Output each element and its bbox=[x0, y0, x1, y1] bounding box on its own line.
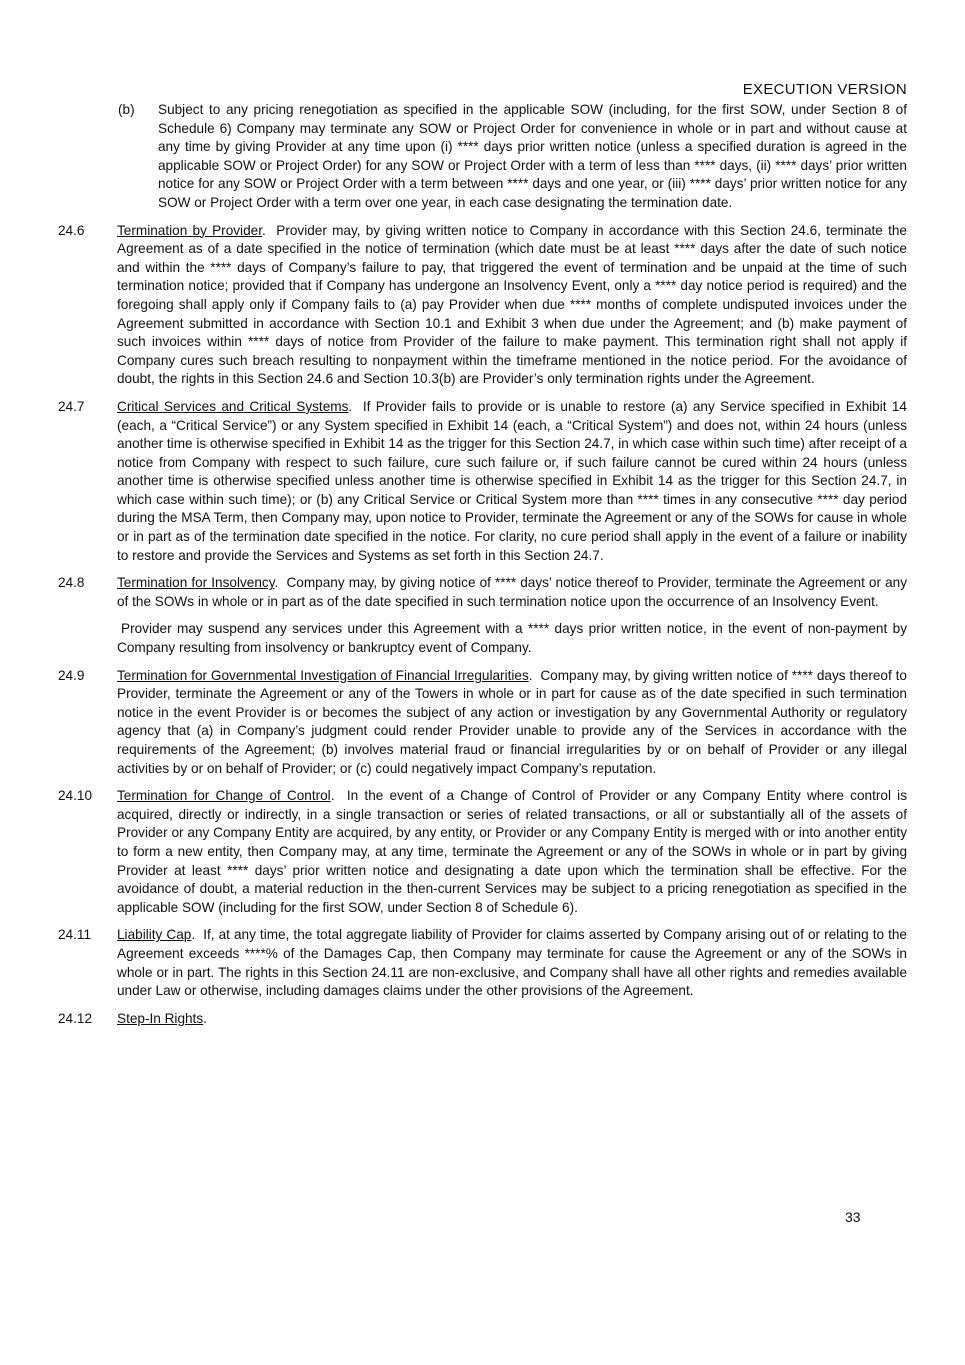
execution-version-header: EXECUTION VERSION bbox=[742, 81, 907, 98]
section-heading: Termination for Governmental Investigation of Financial Irregularities bbox=[117, 667, 529, 683]
section-number: 24.9 bbox=[58, 667, 85, 683]
section-number: 24.8 bbox=[58, 575, 85, 591]
section-heading: Liability Cap bbox=[117, 927, 192, 943]
section-number: 24.10 bbox=[58, 788, 93, 804]
section-heading: Termination for Insolvency bbox=[117, 575, 275, 591]
section-24-10 bbox=[58, 787, 907, 917]
section-text: Company may, by giving notice of **** days’ notice thereof to Provider, terminate the Agreement or any of the SOWs in whole or in part as of the date specified in such termination notice upon the occurrence of an Insolvency Event. bbox=[117, 575, 907, 609]
section-text: Company may, by giving written notice of **** days thereof to Provider, terminate the Agreement or any of the Towers in whole or in part for cause as of the date specified in such termination notice in the event Provider is or becomes the subject of any action or investigation by any Governmental Authority or regulatory agency that (a) in Company’s judgment could render Provider unable to provide any of the Services in accordance with the requirements of the Agreement; (b) involves material fraud or financial irregularities by or on behalf of Provider or any illegal activities by or on behalf of Provider; or (c) could negatively impact Company’s reputation. bbox=[117, 667, 907, 776]
document-body bbox=[58, 101, 907, 1028]
section-24-7 bbox=[58, 398, 907, 565]
subsection-label: (b) bbox=[118, 102, 135, 117]
section-text: In the event of a Change of Control of Provider or any Company Entity where control is acquired, directly or indirectly, in a single transaction or series of related transactions, or all or substantially all of the assets of Provider or any Company Entity are acquired, by any entity, or Provider or any Company Entity is merged with or into another entity to form a new entity, then Company may, at any time, terminate the Agreement or any of the SOWs in whole or in part by giving Provider at least **** days’ prior written notice and designating a date upon which the termination shall be effective. For the avoidance of doubt, a material reduction in the then-current Services may be subject to a pricing renegotiation as specified in the applicable SOW (including for the first SOW, under Section 8 of Schedule 6). bbox=[117, 788, 907, 915]
section-24-11 bbox=[58, 926, 907, 1000]
section-heading: Critical Services and Critical Systems bbox=[117, 398, 349, 414]
section-heading: Termination by Provider bbox=[117, 222, 262, 238]
section-body: Liability Cap. If, at any time, the total aggregate liability of Provider for claims asserted by Company arising out of or relating to the Agreement exceeds ****% of the Damages Cap, then Company may terminate for cause the Agreement or any of the SOWs in whole or in part. The rights in this Section 24.11 are non-exclusive, and Company shall have all other rights and remedies available under Law or otherwise, including damages claims under the other provisions of the Agreement. bbox=[117, 927, 907, 999]
section-body: Termination for Governmental Investigation of Financial Irregularities. Company may, by giving written notice of **** days thereof to Provider, terminate the Agreement or any of the Towers in whole or in part for cause as of the date specified in such termination notice in the event Provider is or becomes the subject of any action or investigation by any Governmental Authority or regulatory agency that (a) in Company’s judgment could render Provider unable to provide any of the Services in accordance with the requirements of the Agreement; (b) involves material fraud or financial irregularities by or on behalf of Provider or any illegal activities by or on behalf of Provider; or (c) could negatively impact Company’s reputation. bbox=[117, 667, 907, 776]
section-body: Termination for Insolvency. Company may, by giving notice of **** days’ notice thereof to Provider, terminate the Agreement or any of the SOWs in whole or in part as of the date specified in such termination notice upon the occurrence of an Insolvency Event. bbox=[117, 575, 907, 609]
section-24-9 bbox=[58, 667, 907, 779]
section-body: Termination by Provider. Provider may, by giving written notice to Company in accordance with this Section 24.6, terminate the Agreement as of a date specified in the notice of termination (which date must be at least **** days after the date of such notice and within the **** days of Company’s failure to pay, that triggered the event of termination and be unpaid at the time of such termination notice; provided that if Company has undergone an Insolvency Event, only a **** day notice period is required) and the foregoing shall apply only if Company fails to (a) pay Provider when due **** months of complete undisputed invoices under the Agreement submitted in accordance with Section 10.1 and Exhibit 3 when due under the Agreement; and (b) make payment of such invoices within **** days of notice from Provider of the failure to make payment. This termination right shall not apply if Company cures such breach resulting to nonpayment within the timeframe mentioned in the notice period. For the avoidance of doubt, the rights in this Section 24.6 and Section 10.3(b) are Provider’s only termination rights under the Agreement. bbox=[117, 222, 907, 387]
section-body: Step-In Rights. bbox=[117, 1010, 207, 1026]
section-body: Termination for Change of Control. In the event of a Change of Control of Provider or any Company Entity where control is acquired, directly or indirectly, in a single transaction or series of related transactions, or all or substantially all of the assets of Provider or any Company Entity are acquired, by any entity, or Provider or any Company Entity is merged with or into another entity to form a new entity, then Company may, at any time, terminate the Agreement or any of the SOWs in whole or in part by giving Provider at least **** days’ prior written notice and designating a date upon which the termination shall be effective. For the avoidance of doubt, a material reduction in the then-current Services may be subject to a pricing renegotiation as specified in the applicable SOW (including for the first SOW, under Section 8 of Schedule 6). bbox=[117, 788, 907, 915]
section-text: If Provider fails to provide or is unable to restore (a) any Service specified in Exhibit 14 (each, a “Critical Service”) or any System specified in Exhibit 14 (each, a “Critical System”) and does not, within 24 hours (unless another time is otherwise specified in Exhibit 14 as the trigger for this Section 24.7, in which case within such time) after receipt of a notice from Company with respect to such failure, cure such failure or, if such failure cannot be cured within 24 hours (unless another time is otherwise specified unless another time is otherwise specified in Exhibit 14 as the trigger for this Section 24.7, in which case within such time); or (b) any Critical Service or Critical System more than **** times in any consecutive **** day period during the MSA Term, then Company may, upon notice to Provider, terminate the Agreement or any of the SOWs for cause in whole or in part as of the termination date specified in the notice. For clarity, no cure period shall apply in the event of a failure or inability to restore and provide the Services and Systems as set forth in this Section 24.7. bbox=[117, 398, 907, 563]
section-text: If, at any time, the total aggregate liability of Provider for claims asserted by Company arising out of or relating to the Agreement exceeds ****% of the Damages Cap, then Company may terminate for cause the Agreement or any of the SOWs in whole or in part. The rights in this Section 24.11 are non-exclusive, and Company shall have all other rights and remedies available under Law or otherwise, including damages claims under the other provisions of the Agreement. bbox=[117, 927, 907, 999]
section-number: 24.6 bbox=[58, 222, 85, 238]
section-number: 24.7 bbox=[58, 398, 85, 414]
section-24-12 bbox=[58, 1010, 907, 1029]
section-body: Critical Services and Critical Systems. If Provider fails to provide or is unable to restore (a) any Service specified in Exhibit 14 (each, a “Critical Service”) or any System specified in Exhibit 14 (each, a “Critical System”) and does not, within 24 hours (unless another time is otherwise specified in Exhibit 14 as the trigger for this Section 24.7, in which case within such time) after receipt of a notice from Company with respect to such failure, cure such failure or, if such failure cannot be cured within 24 hours (unless another time is otherwise specified unless another time is otherwise specified in Exhibit 14 as the trigger for this Section 24.7, in which case within such time); or (b) any Critical Service or Critical System more than **** times in any consecutive **** day period during the MSA Term, then Company may, upon notice to Provider, terminate the Agreement or any of the SOWs for cause in whole or in part as of the termination date specified in the notice. For clarity, no cure period shall apply in the event of a failure or inability to restore and provide the Services and Systems as set forth in this Section 24.7. bbox=[117, 398, 907, 563]
section-number: 24.12 bbox=[58, 1010, 93, 1026]
section-24-8-additional-paragraph: Provider may suspend any services under this Agreement with a **** days prior written notice, in the event of non-payment by Company resulting from insolvency or bankruptcy event of Company. bbox=[117, 621, 907, 656]
section-number: 24.11 bbox=[58, 927, 92, 943]
section-heading: Termination for Change of Control bbox=[117, 788, 331, 804]
section-24-6 bbox=[58, 222, 907, 389]
section-24-8 bbox=[58, 574, 907, 611]
page-number: 33 bbox=[845, 1209, 861, 1225]
subsection-b bbox=[118, 101, 907, 213]
section-text: Provider may, by giving written notice to Company in accordance with this Section 24.6, terminate the Agreement as of a date specified in the notice of termination (which date must be at least **** days after the date of such notice and within the **** days of Company’s failure to pay, that triggered the event of termination and be unpaid at the time of such termination notice; provided that if Company has undergone an Insolvency Event, only a **** day notice period is required) and the foregoing shall apply only if Company fails to (a) pay Provider when due **** months of complete undisputed invoices under the Agreement submitted in accordance with Section 10.1 and Exhibit 3 when due under the Agreement; and (b) make payment of such invoices within **** days of notice from Provider of the failure to make payment. This termination right shall not apply if Company cures such breach resulting to nonpayment within the timeframe mentioned in the notice period. For the avoidance of doubt, the rights in this Section 24.6 and Section 10.3(b) are Provider’s only termination rights under the Agreement. bbox=[117, 222, 907, 387]
subsection-text: Subject to any pricing renegotiation as specified in the applicable SOW (including, for the first SOW, under Section 8 of Schedule 6) Company may terminate any SOW or Project Order for convenience in whole or in part and without cause at any time by giving Provider at any time upon (i) **** days prior written notice (unless a specified duration is agreed in the applicable SOW or Project Order) for any SOW or Project Order with a term of less than **** days, (ii) **** days’ prior written notice for any SOW or Project Order with a term between **** days and one year, or (iii) **** days’ prior written notice for any SOW or Project Order with a term over one year, in each case designating the termination date. bbox=[158, 102, 907, 210]
section-heading: Step-In Rights bbox=[117, 1010, 204, 1026]
